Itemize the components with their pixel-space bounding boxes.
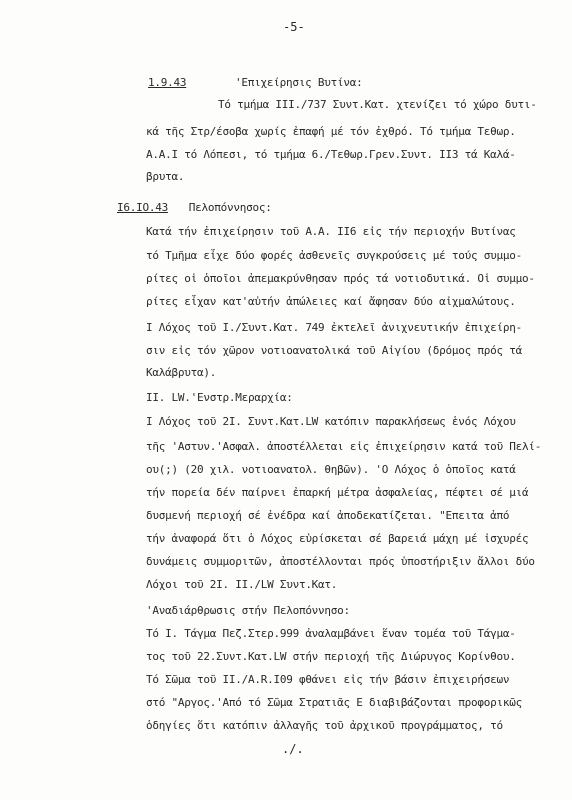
page-number: -5- — [283, 20, 305, 34]
subsection-heading: 'Αναδιάρθρωσις στήν Πελοπόννησο: — [146, 604, 350, 617]
body-line: τό Τμῆμα εἶχε δύο φορές ἀσθενεῖς συγκρούσεις μέ τούς συμμο- — [146, 249, 522, 262]
section-2-header — [117, 201, 272, 215]
section-1-header — [148, 76, 362, 90]
section-1-heading: 'Επιχείρησις Βυτίνα: — [235, 76, 363, 89]
body-line: ρίτες εἶχαν κατ'αὐτήν ἀπώλειες καί ἄφησαν δύο αἰχμαλώτους. — [146, 295, 516, 308]
body-line: ὁδηγίες ὅτι κατόπιν ἀλλαγῆς τοῦ ἀρχικοῦ προγράμματος, τό — [146, 719, 503, 732]
body-line: σιν εἰς τόν χῶρον νοτιοανατολικά τοῦ Αἰγίου (δρόμος πρός τά — [146, 344, 522, 357]
body-line: τήν πορεία δέν παίρνει ἐπαρκή μέτρα ἀσφαλείας, πέφτει σέ μιά — [146, 486, 529, 499]
body-line: Καλάβρυτα). — [146, 366, 217, 379]
body-line: δυσμενή περιοχή σέ ἐνέδρα καί ἀποδεκατίζεται. "Επειτα ἀπό — [146, 509, 510, 522]
body-line: κά τῆς Στρ/έσοβα χωρίς ἐπαφή μέ τόν ἐχθρό. Τό τμήμα Τεθωρ. — [146, 125, 516, 138]
body-line: τος τοῦ 22.Συντ.Κατ.LW στήν περιοχή τῆς Διώρυγος Κορίνθου. — [146, 650, 516, 663]
body-line: I Λόχος τοῦ 2I. Συντ.Κατ.LW κατόπιν παρακλήσεως ἑνός Λόχου — [146, 415, 516, 428]
body-line: δυνάμεις συμμοριτῶν, ἀποστέλλονται πρός ὑποστήριξιν ἄλλοι δύο — [146, 555, 535, 568]
body-line: Τό I. Τάγμα Πεζ.Στερ.999 ἀναλαμβάνει ἕναν τομέα τοῦ Τάγμα- — [146, 627, 516, 640]
body-line: Α.Α.I τό Λόπεσι, τό τμήμα 6./Τεθωρ.Γρεν.Συντ. II3 τά Καλά- — [146, 148, 516, 161]
body-line: ρίτες οἱ ὁποῖοι ἀπεμακρύνθησαν πρός τά νοτιοδυτικά. Οἱ συμμο- — [146, 272, 535, 285]
subsection-heading: II. LW.'Ενστρ.Μεραρχία: — [146, 391, 293, 404]
body-line: Τό Σῶμα τοῦ II./A.R.I09 φθάνει εἰς τήν βάσιν ἐπιχειρήσεων — [146, 673, 510, 686]
body-line: στό "Αργος.'Από τό Σῶμα Στρατιᾶς Ε διαβιβάζονται προφορικῶς — [146, 696, 522, 709]
body-line: τῆς 'Αστυν.'Ασφαλ. ἀποστέλλεται εἰς ἐπιχείρησιν κατά τοῦ Πελί- — [146, 440, 542, 453]
section-1-date: 1.9.43 — [148, 76, 187, 89]
body-line: τήν ἀναφορά ὅτι ὁ Λόχος εὑρίσκεται σέ βαρειά μάχη μέ ἰσχυρές — [146, 532, 529, 545]
body-line: ου(;) (20 χιλ. νοτιοανατολ. θηβῶν). 'Ο Λόχος ὁ ὁποῖος κατά — [146, 463, 516, 476]
body-line: Λόχοι τοῦ 2I. II./LW Συντ.Κατ. — [146, 578, 338, 591]
body-line: I Λόχος τοῦ I./Συντ.Κατ. 749 ἐκτελεῖ ἀνιχνευτικήν ἐπιχείρη- — [146, 321, 522, 334]
body-line: Κατά τήν ἐπιχείρησιν τοῦ Α.Α. II6 εἰς τήν περιοχήν Βυτίνας — [146, 225, 516, 238]
body-line: βρυτα. — [146, 170, 185, 183]
continuation-mark: ./. — [282, 742, 304, 756]
body-line: Τό τμήμα III./737 Συντ.Κατ. χτενίζει τό χώρο δυτι- — [218, 98, 537, 111]
section-2-date: I6.IO.43 — [117, 201, 168, 214]
section-2-heading: Πελοπόννησος: — [188, 201, 272, 214]
